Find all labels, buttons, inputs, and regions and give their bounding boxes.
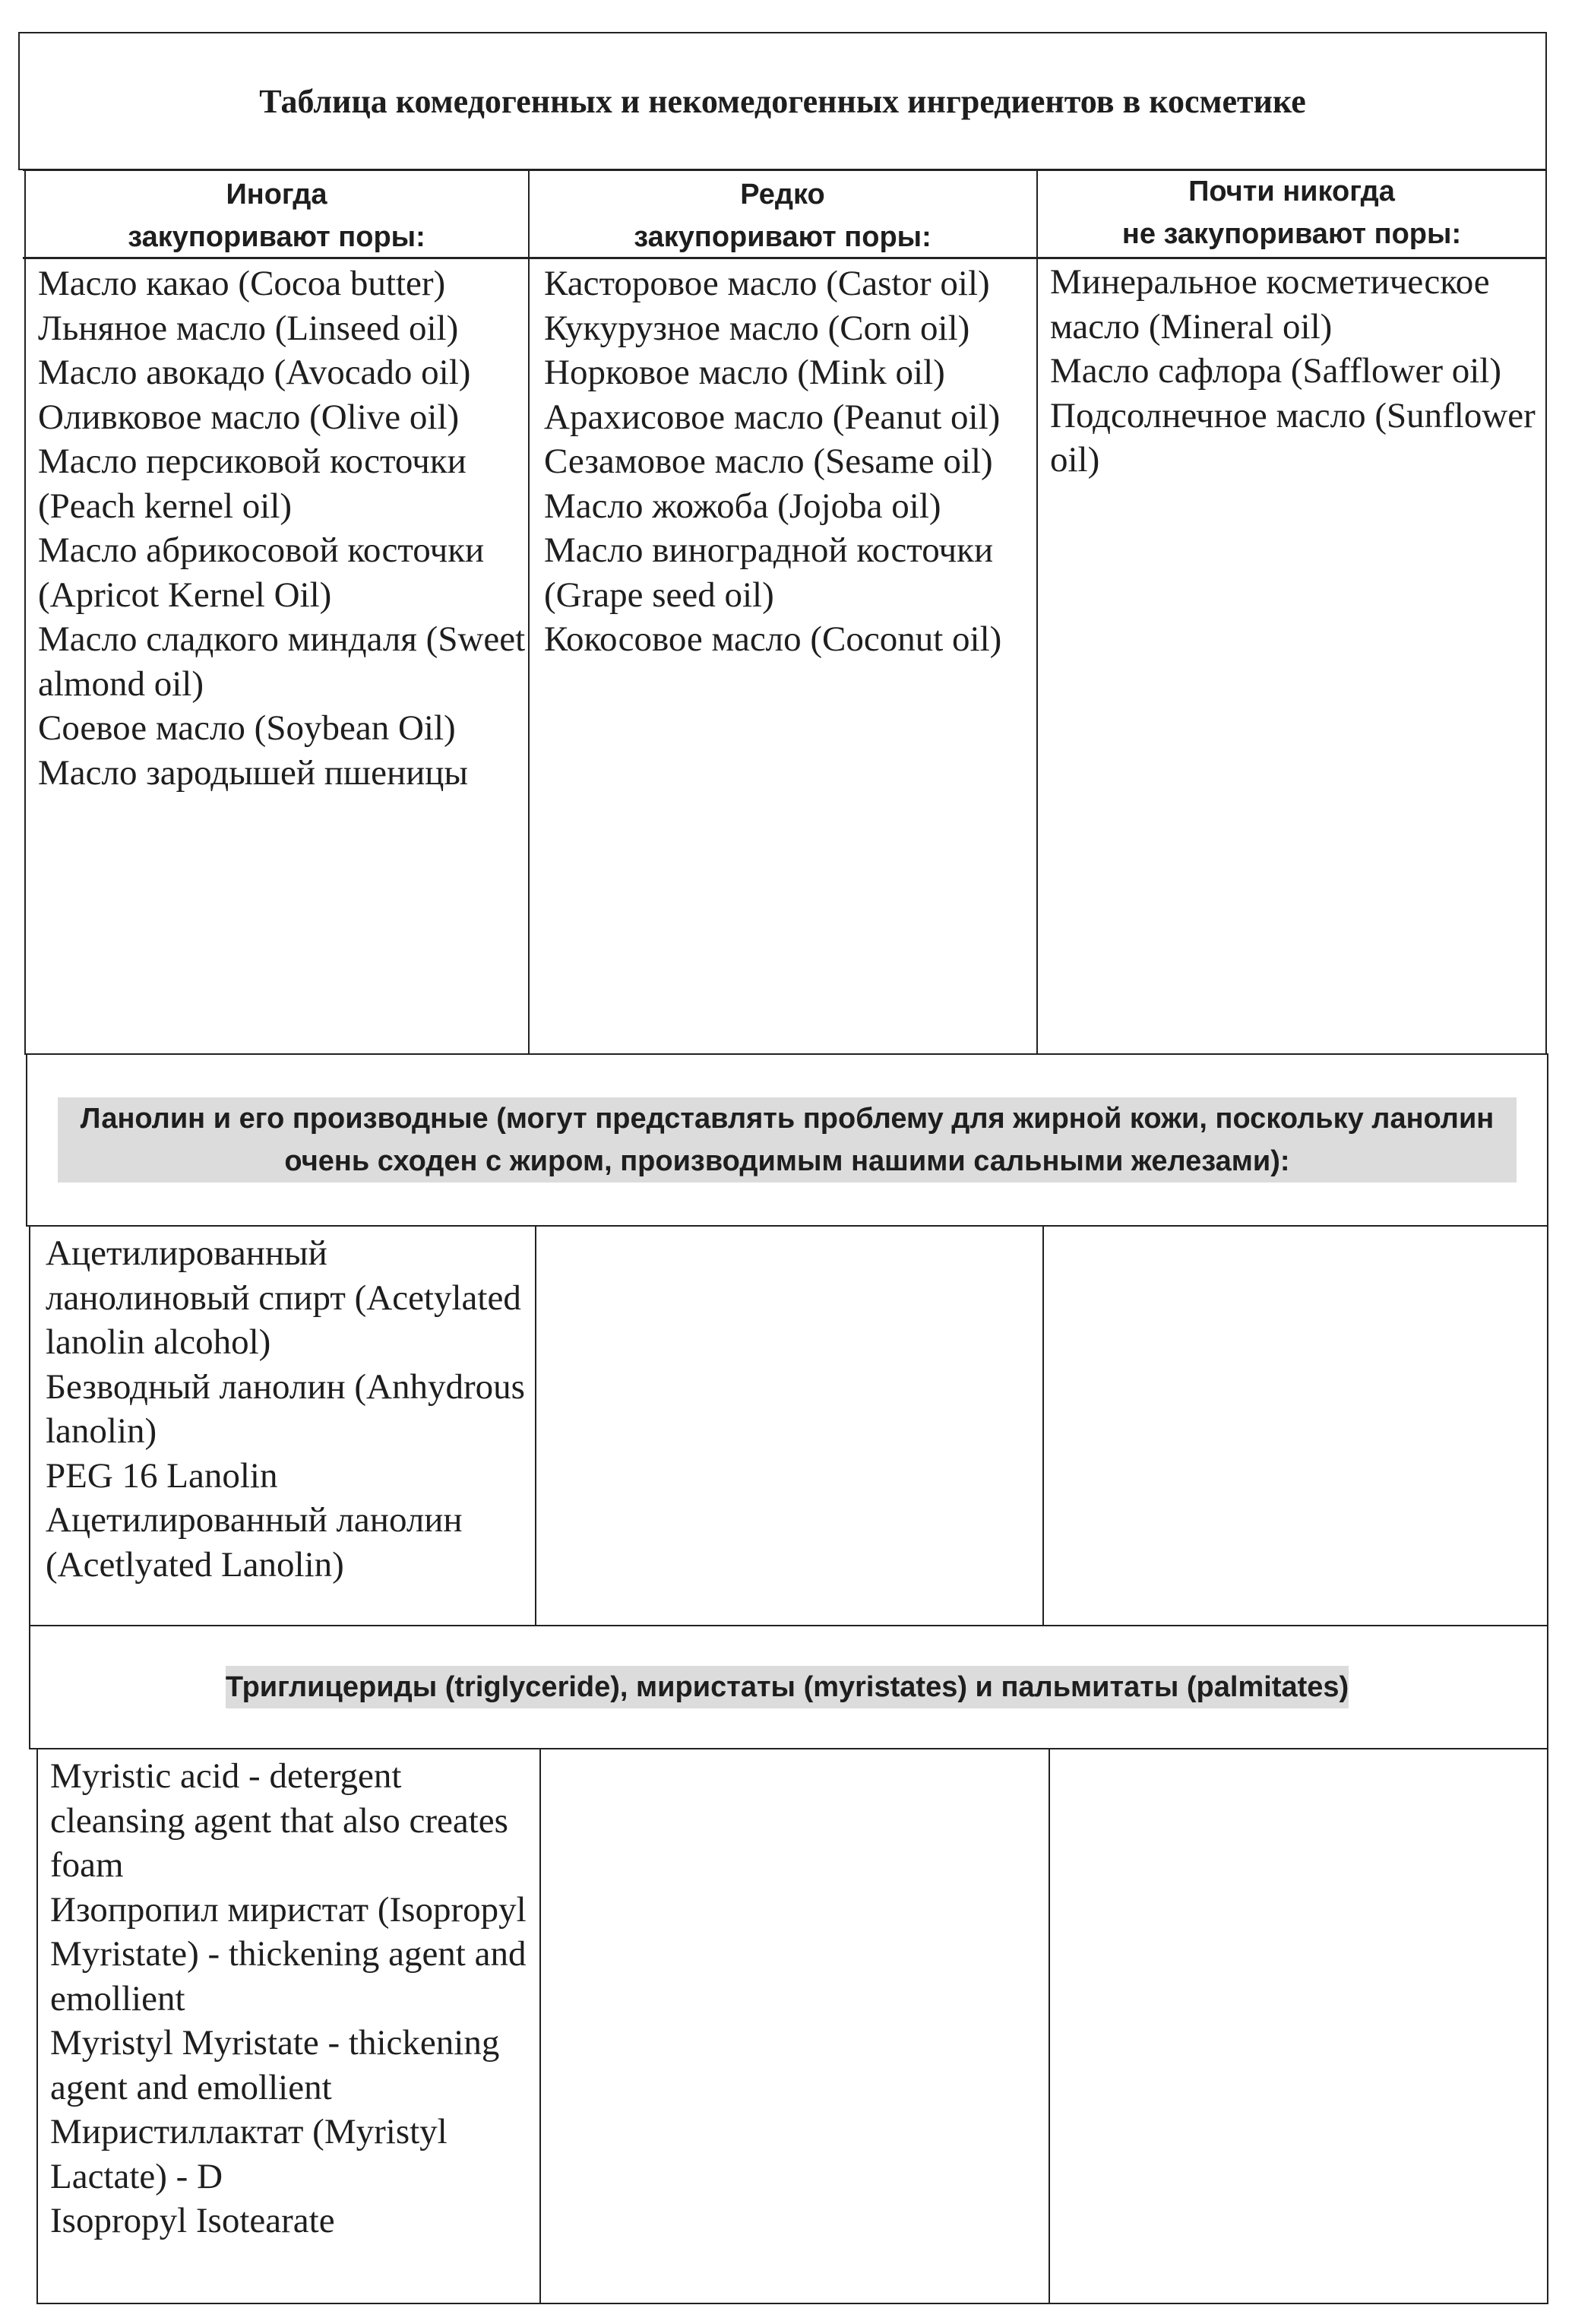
header-line: не закупоривают поры: [1121, 218, 1462, 250]
header-line: Иногда [226, 179, 327, 211]
header-line: Почти никогда [1188, 176, 1395, 207]
section-heading-text: Ланолин и его производные (могут представлять проблему для жирной кожи, поскольку ланолин очень сходен с жиром, производимым нашими сальными железами): [58, 1097, 1517, 1183]
divider [1049, 1748, 1050, 2304]
list-item: Масло зародышей пшеницы [38, 752, 468, 793]
list-item: Кокосовое масло (Coconut oil) [544, 619, 1002, 659]
list-item: PEG 16 Lanolin [46, 1455, 278, 1496]
list-item: Масло сладкого миндаля (Sweet almond oil) [38, 619, 526, 704]
header-line: Редко [740, 179, 825, 211]
list-item: Арахисовое масло (Peanut oil) [544, 397, 1001, 437]
oils-sometimes-cell [26, 257, 527, 795]
triglycerides-sometimes-cell [38, 1749, 532, 2243]
list-item: Isopropyl Isotearate [50, 2201, 335, 2240]
triglycerides-heading [27, 1626, 1547, 1748]
table-title-cell [18, 32, 1547, 170]
list-item: Касторовое масло (Castor oil) [544, 264, 990, 303]
list-item: Безводный ланолин (Anhydrous lanolin) [46, 1366, 525, 1451]
lanolin-sometimes-cell [33, 1227, 532, 1587]
divider [1042, 1225, 1044, 1626]
divider [535, 1225, 536, 1626]
list-item: Масло какао (Cocoa butter) [38, 264, 446, 303]
list-item: Ацетилированный ланолиновый спирт (Acetylated lanolin alcohol) [46, 1233, 521, 1362]
list-item: Оливковое масло (Olive oil) [38, 397, 460, 437]
list-item: Соевое масло (Soybean Oil) [38, 708, 456, 748]
list-item: Подсолнечное масло (Sunflower oil) [1050, 395, 1536, 480]
list-item: Масло авокадо (Avocado oil) [38, 353, 471, 392]
list-item: Ацетилированный ланолин (Acetlyated Lanolin) [46, 1500, 463, 1585]
list-item: Изопропил миристат (Isopropyl Myristate) - thickening agent and emollient [50, 1889, 527, 2018]
oils-almost-never-cell [1038, 255, 1545, 483]
divider [528, 169, 530, 1055]
list-item: Масло персиковой косточки (Peach kernel oil) [38, 442, 467, 526]
list-item: Масло жожоба (Jojoba oil) [544, 486, 941, 526]
oils-rarely-cell [532, 257, 1035, 662]
header-line: закупоривают поры: [634, 221, 931, 253]
list-item: Минеральное косметическое масло (Mineral oil) [1050, 262, 1490, 347]
list-item: Масло виноградной косточки (Grape seed oil) [544, 530, 994, 615]
list-item: Myristic acid - detergent cleansing agent that also creates foam [50, 1756, 508, 1885]
page-title: Таблица комедогенных и некомедогенных ингредиентов в косметике [259, 82, 1306, 120]
section-heading-text: Триглицериды (triglyceride), миристаты (myristates) и пальмитаты (palmitates) [226, 1666, 1349, 1708]
list-item: Myristyl Myristate - thickening agent and emollient [50, 2023, 500, 2107]
divider [539, 1748, 541, 2304]
header-line: закупоривают поры: [128, 221, 425, 253]
list-item: Масло сафлора (Safflower oil) [1050, 351, 1501, 391]
list-item: Кукурузное масло (Corn oil) [544, 308, 970, 348]
lanolin-heading [27, 1055, 1547, 1225]
list-item: Сезамовое масло (Sesame oil) [544, 442, 993, 481]
list-item: Норковое масло (Mink oil) [544, 353, 945, 392]
list-item: Миристиллактат (Myristyl Lactate) - D [50, 2112, 448, 2196]
list-item: Льняное масло (Linseed oil) [38, 308, 459, 348]
list-item: Масло абрикосовой косточки (Apricot Kernel Oil) [38, 530, 485, 615]
